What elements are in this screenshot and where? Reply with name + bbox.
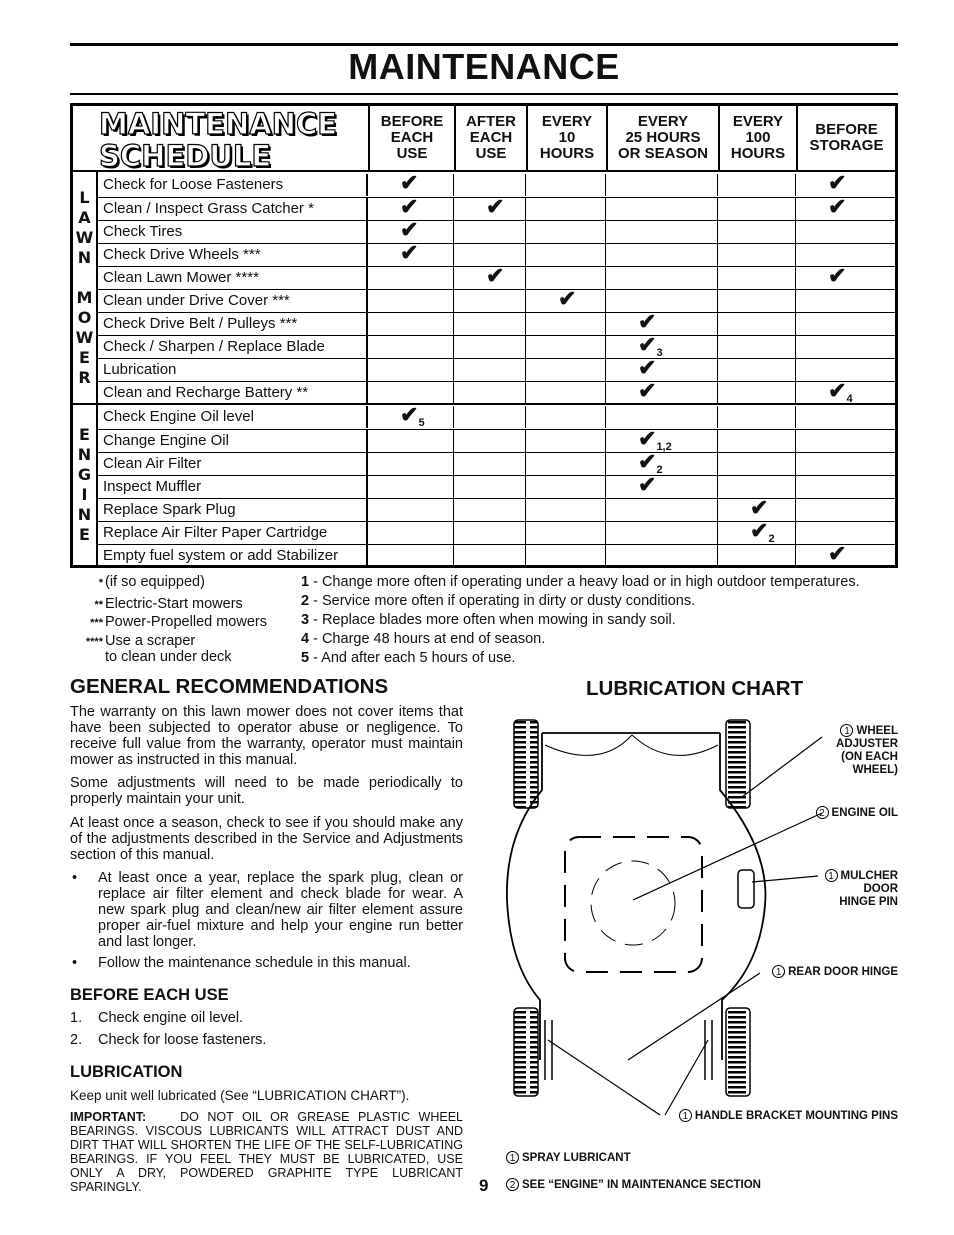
footnote-numbered-item: 3 - Replace blades more often when mowing in sandy soil. [301, 612, 676, 628]
column-header: BEFORE EACH USE [368, 106, 454, 170]
front-left-wheel [514, 720, 538, 808]
paragraph-season: At least once a season, check to see if you should make any of the adjustments described in the Service and Adjustments section of this manual. [70, 815, 463, 863]
side-letter: G [77, 465, 92, 484]
check-mark-icon: ✔ [558, 286, 577, 311]
check-mark-icon: ✔ [400, 217, 419, 242]
lubrication-text: Keep unit well lubricated (See “LUBRICATION CHART”). [70, 1088, 410, 1103]
check-mark-icon: ✔ [828, 194, 847, 219]
footnote-ref: 3 [656, 347, 663, 359]
paragraph-adjustments: Some adjustments will need to be made periodically to properly maintain your unit. [70, 775, 463, 807]
footnote-numbered-item: 5 - And after each 5 hours of use. [301, 650, 516, 666]
side-letter: N [77, 505, 92, 524]
side-letter: E [79, 425, 90, 444]
task-label: Lubrication [98, 359, 368, 381]
task-label: Clean Lawn Mower **** [98, 267, 368, 289]
check-mark-icon: ✔ [400, 170, 419, 195]
engine-cover-dashed [565, 837, 702, 972]
footnote-ref: 4 [846, 393, 853, 405]
column-header: EVERY 10 HOURS [526, 106, 606, 170]
check-mark-icon: ✔ [828, 263, 847, 288]
check-mark-icon: ✔ [750, 495, 769, 520]
side-letter: W [75, 228, 94, 247]
task-label: Change Engine Oil [98, 430, 368, 452]
handle-bracket-left [545, 1020, 552, 1080]
task-label: Check / Sharpen / Replace Blade [98, 336, 368, 358]
footnote-numbered-item: 1 - Change more often if operating under a heavy load or in high outdoor temperatures. [301, 574, 860, 590]
check-mark-icon: ✔ [400, 194, 419, 219]
check-mark-icon: $✔_{1,2}$ [638, 426, 672, 453]
footnote-ref: 1,2 [656, 441, 672, 453]
check-mark-icon: ✔ [638, 472, 657, 497]
side-letter: N [77, 248, 92, 267]
column-header: AFTER EACH USE [454, 106, 526, 170]
column-header: EVERY 100 HOURS [718, 106, 796, 170]
side-letter: A [78, 208, 91, 227]
footnote-ref: 2 [768, 533, 775, 545]
task-label: Check Engine Oil level [98, 406, 368, 428]
footnote-symbol-item: to clean under deck [105, 649, 232, 665]
footnote-numbered-item: 2 - Service more often if operating in dirty or dusty conditions. [301, 593, 696, 609]
rear-left-wheel [514, 1008, 538, 1096]
check-mark-icon: ✔ [828, 170, 847, 195]
page-number: 9 [479, 1176, 489, 1195]
mulcher-door [738, 870, 754, 908]
side-letter: I [81, 485, 88, 504]
column-header: BEFORE STORAGE [796, 106, 895, 170]
check-mark-icon: $✔_4$ [828, 378, 853, 405]
page-title: MAINTENANCE [348, 46, 620, 87]
footnote-ref: 2 [656, 464, 663, 476]
task-label: Clean under Drive Cover *** [98, 290, 368, 312]
task-label: Clean Air Filter [98, 453, 368, 475]
column-header: EVERY 25 HOURS OR SEASON [606, 106, 718, 170]
engine-circle-dashed [591, 861, 675, 945]
legend-spray-lubricant: 1 SPRAY LUBRICANT [506, 1151, 631, 1165]
footnote-numbered-item: 4 - Charge 48 hours at end of season. [301, 631, 546, 647]
check-mark-icon: ✔ [638, 355, 657, 380]
front-right-wheel [726, 720, 750, 808]
check-mark-icon: ✔ [638, 309, 657, 334]
label-engine-oil: 2 ENGINE OIL [816, 806, 898, 820]
rear-right-wheel [726, 1008, 750, 1096]
footnote-symbol-item: * (if so equipped) [98, 574, 205, 590]
check-mark-icon: ✔ [828, 541, 847, 566]
task-label: Replace Air Filter Paper Cartridge [98, 522, 368, 544]
side-letter: L [79, 188, 90, 207]
task-label: Inspect Muffler [98, 476, 368, 498]
side-letter: E [79, 348, 90, 367]
side-letter: M [76, 288, 93, 307]
check-mark-icon: $✔_2$ [638, 449, 663, 476]
label-rear-door-hinge: 1 REAR DOOR HINGE [772, 965, 898, 979]
label-handle-bracket: 1 HANDLE BRACKET MOUNTING PINS [679, 1109, 898, 1123]
footnote-symbol-item: ** Electric-Start mowers [94, 596, 243, 612]
footnote-symbol-item: **** Use a scraper [85, 633, 196, 649]
check-mark-icon: ✔ [486, 194, 505, 219]
check-mark-icon: ✔ [638, 378, 657, 403]
paragraph-warranty: The warranty on this lawn mower does not cover items that have been subjected to operator abuse or negligence. To receive full value from the warranty, operator must maintain mower as instructed in this manual. [70, 704, 463, 768]
check-mark-icon: $✔_2$ [750, 518, 775, 545]
side-letter: R [78, 368, 91, 387]
task-label: Check Drive Belt / Pulleys *** [98, 313, 368, 335]
task-label: Replace Spark Plug [98, 499, 368, 521]
general-recommendations-heading: GENERAL RECOMMENDATIONS [70, 675, 389, 698]
task-label: Empty fuel system or add Stabilizer [98, 545, 368, 567]
label-mulcher-door: 1 MULCHER DOOR HINGE PIN [825, 869, 899, 909]
before-each-use-heading: BEFORE EACH USE [70, 986, 229, 1004]
check-mark-icon: ✔ [400, 240, 419, 265]
side-letter: E [79, 525, 90, 544]
deck-front-contour [545, 735, 718, 755]
lubrication-heading: LUBRICATION [70, 1063, 183, 1081]
task-label: Check for Loose Fasteners [98, 174, 368, 196]
task-label: Check Tires [98, 221, 368, 243]
side-letter: N [77, 445, 92, 464]
side-letter: O [77, 308, 92, 327]
side-letter: W [75, 328, 94, 347]
check-mark-icon: $✔_3$ [638, 332, 663, 359]
schedule-title: MAINTENANCE SCHEDULE [99, 107, 338, 173]
handle-bracket-right [705, 1020, 712, 1080]
task-label: Clean and Recharge Battery ** [98, 382, 368, 404]
check-mark-icon: ✔ [486, 263, 505, 288]
label-wheel-adjuster: 1 WHEEL ADJUSTER (ON EACH WHEEL) [836, 725, 898, 776]
important-note: IMPORTANT: DO NOT OIL OR GREASE PLASTIC WHEEL BEARINGS. VISCOUS LUBRICANTS WILL ATTRACT DUST AND DIRT THAT WILL SHORTEN THE LIFE OF THE SELF-LUBRICATING BEARINGS. IF YOU FEEL THEY MUST BE LUBRICATED, USE ONLY A DRY, POWDERED GRAPHITE TYPE LUBRICANT SPARINGLY. [70, 1110, 463, 1194]
check-mark-icon: $✔_5$ [400, 402, 425, 429]
footnote-symbol-item: *** Power-Propelled mowers [90, 614, 267, 630]
footnote-ref: 5 [418, 417, 425, 429]
task-label: Check Drive Wheels *** [98, 244, 368, 266]
lubrication-chart-heading: LUBRICATION CHART [586, 677, 804, 700]
task-label: Clean / Inspect Grass Catcher * [98, 198, 368, 220]
legend-see-engine: 2 SEE “ENGINE” IN MAINTENANCE SECTION [506, 1178, 761, 1192]
